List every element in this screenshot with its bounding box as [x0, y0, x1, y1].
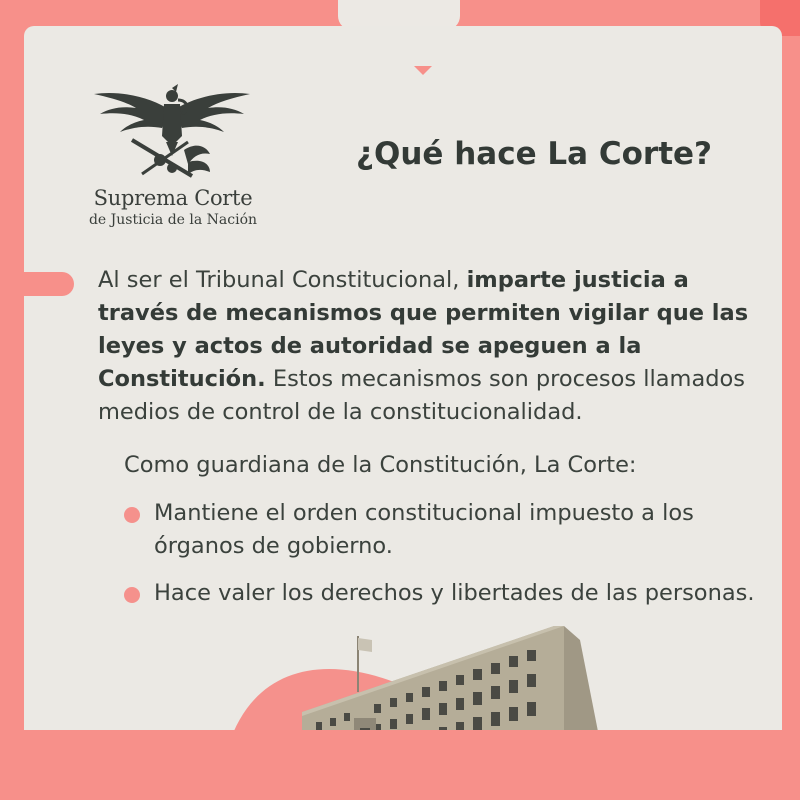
eagle-emblem-icon [92, 80, 252, 180]
bullet-list [124, 497, 764, 624]
bullet-dot-icon [124, 587, 140, 603]
intro-paragraph [98, 264, 760, 429]
page-title: ¿Qué hace La Corte? [355, 136, 713, 172]
bottom-band [0, 730, 800, 800]
side-tab-decoration [24, 272, 74, 296]
triangle-marker [414, 66, 432, 75]
bullet-text: Mantiene el orden constitucional impuesto a los órganos de gobierno. [154, 500, 694, 559]
bullet-text: Hace valer los derechos y libertades de las personas. [154, 580, 755, 606]
bullet-dot-icon [124, 507, 140, 523]
supreme-court-building-icon [204, 612, 624, 746]
institution-name-line2: de Justicia de la Nación [88, 212, 258, 228]
lead-text: Como guardiana de la Constitución, La Corte: [124, 452, 637, 478]
institution-name [88, 186, 258, 228]
intro-text-start: Al ser el Tribunal Constitucional, [98, 267, 467, 293]
list-item [124, 497, 764, 563]
content-card [24, 26, 782, 746]
institution-name-line1: Suprema Corte [93, 186, 253, 210]
intro-text-end: Estos mecanismos son procesos llamados medios de control de la constitucionalidad. [98, 366, 746, 425]
scjn-logo [88, 80, 258, 228]
list-item [124, 577, 764, 610]
intro-text-bold: imparte justicia a través de mecanismos que permiten vigilar que las leyes y actos de autoridad se apeguen a la Constitución. [98, 267, 749, 392]
